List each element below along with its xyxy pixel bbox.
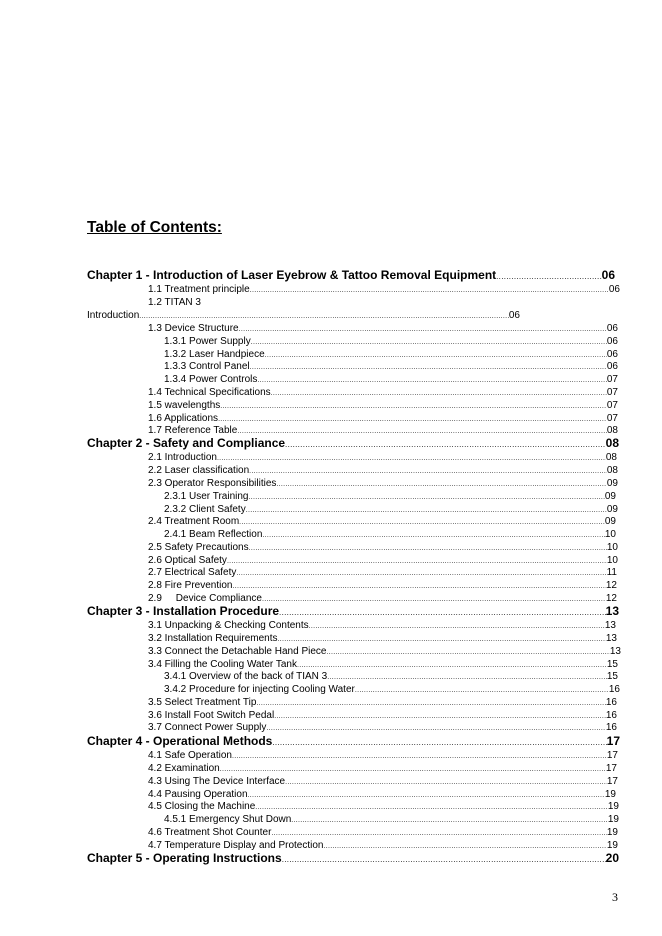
toc-label: 2.2 Laser classification xyxy=(148,465,250,476)
toc-label: Chapter 3 - Installation Procedure xyxy=(87,604,280,618)
toc-label: 3.3 Connect the Detachable Hand Piece xyxy=(148,646,327,657)
dot-leader xyxy=(239,325,607,335)
toc-label: 1.7 Reference Table xyxy=(148,425,238,436)
toc-chapter-3[interactable] xyxy=(87,604,619,619)
dot-leader xyxy=(326,648,609,658)
toc-page-number: 17 xyxy=(606,750,618,761)
toc-entry-3-5[interactable] xyxy=(148,696,617,709)
toc-heading: Table of Contents: xyxy=(87,219,222,236)
toc-page-number: 11 xyxy=(606,567,617,578)
toc-page-number: 17 xyxy=(605,763,617,774)
toc-page-number: 08 xyxy=(605,452,617,463)
toc-label: Chapter 4 - Operational Methods xyxy=(87,734,273,748)
dot-leader xyxy=(256,699,605,709)
toc-label: 3.5 Select Treatment Tip xyxy=(148,697,257,708)
toc-label: 1.5 wavelengths xyxy=(148,400,221,411)
dot-leader xyxy=(355,686,609,696)
toc-page-number: 08 xyxy=(606,425,618,436)
toc-entry-4-3[interactable] xyxy=(148,775,618,788)
toc-label: 1.4 Technical Specifications xyxy=(148,387,271,398)
toc-page-number: 10 xyxy=(606,542,618,553)
toc-label: 2.3.2 Client Safety xyxy=(164,504,246,515)
toc-page-number: 06 xyxy=(608,284,620,295)
toc-page-number: 08 xyxy=(606,465,618,476)
dot-leader xyxy=(291,816,608,826)
toc-entry-2-7[interactable] xyxy=(148,566,617,579)
dot-leader xyxy=(496,271,601,283)
toc-page-number: 06 xyxy=(606,349,618,360)
toc-label: 4.7 Temperature Display and Protection xyxy=(148,840,324,851)
toc-label: Chapter 5 - Operating Instructions xyxy=(87,851,282,865)
dot-leader xyxy=(272,737,606,749)
toc-page-number: 16 xyxy=(605,697,617,708)
toc-page-number: 06 xyxy=(508,310,520,321)
toc-page-number: 19 xyxy=(607,814,619,825)
toc-entry-1-4[interactable] xyxy=(148,386,618,399)
toc-page-number: 19 xyxy=(607,801,619,812)
toc-page-number: 13 xyxy=(605,633,617,644)
dot-leader xyxy=(236,569,606,579)
dot-leader xyxy=(249,493,605,503)
toc-page-number: 13 xyxy=(604,620,616,631)
dot-leader xyxy=(279,607,606,619)
toc-label: 2.5 Safety Precautions xyxy=(148,542,249,553)
toc-label: 4.5 Closing the Machine xyxy=(148,801,256,812)
toc-page-number: 16 xyxy=(605,710,617,721)
dot-leader xyxy=(285,778,607,788)
toc-entry-2-5[interactable] xyxy=(148,541,618,554)
toc-entry-2-4[interactable] xyxy=(148,515,616,528)
toc-label: Chapter 2 - Safety and Compliance xyxy=(87,436,286,450)
toc-entry-1-3-4[interactable] xyxy=(164,373,618,386)
dot-leader xyxy=(327,673,607,683)
page-number: 3 xyxy=(612,890,618,904)
toc-label: 4.3 Using The Device Interface xyxy=(148,776,286,787)
toc-entry-4-5[interactable] xyxy=(148,800,619,813)
toc-entry-1-2-label[interactable]: 1.2 TITAN 3 xyxy=(148,297,201,308)
toc-page-number: 20 xyxy=(605,851,619,865)
toc-label: 2.8 Fire Prevention xyxy=(148,580,233,591)
dot-leader xyxy=(220,402,607,412)
toc-entry-1-5[interactable] xyxy=(148,399,618,412)
toc-entry-2-3[interactable] xyxy=(148,477,618,490)
toc-page-number: 16 xyxy=(608,684,620,695)
toc-entry-2-1[interactable] xyxy=(148,451,617,464)
dot-leader xyxy=(276,480,606,490)
dot-leader xyxy=(262,531,604,541)
dot-leader xyxy=(217,454,606,464)
toc-page-number: 15 xyxy=(606,659,618,670)
dot-leader xyxy=(285,439,606,451)
toc-chapter-5[interactable] xyxy=(87,851,619,866)
toc-entry-4-1[interactable] xyxy=(148,749,618,762)
toc-label: 3.2 Installation Requirements xyxy=(148,633,278,644)
toc-page-number: 07 xyxy=(606,400,618,411)
toc-entry-2-8[interactable] xyxy=(148,579,617,592)
toc-page-number: 07 xyxy=(606,374,618,385)
toc-label: Introduction xyxy=(87,310,140,321)
toc-page-number: 10 xyxy=(606,555,618,566)
toc-entry-4-2[interactable] xyxy=(148,762,617,775)
toc-label: 2.4 Treatment Room xyxy=(148,516,240,527)
dot-leader xyxy=(309,622,605,632)
toc-entry-2-3-1[interactable] xyxy=(164,490,616,503)
toc-label: 1.1 Treatment principle xyxy=(148,284,250,295)
toc-page-number: 06 xyxy=(606,323,618,334)
toc-entry-1-1[interactable] xyxy=(148,283,620,296)
toc-label: 2.9 Device Compliance xyxy=(148,593,262,604)
toc-label: 3.4.2 Procedure for injecting Cooling Water xyxy=(164,684,355,695)
dot-leader xyxy=(249,467,607,477)
toc-label: 2.6 Optical Safety xyxy=(148,555,227,566)
toc-page-number: 09 xyxy=(606,504,618,515)
dot-leader xyxy=(266,724,605,734)
toc-label: 1.6 Applications xyxy=(148,413,219,424)
toc-entry-3-1[interactable] xyxy=(148,619,616,632)
toc-page-number: 17 xyxy=(606,734,620,748)
toc-label: 1.3.1 Power Supply xyxy=(164,336,251,347)
toc-label: 3.6 Install Foot Switch Pedal xyxy=(148,710,275,721)
toc-page-number: 17 xyxy=(606,776,618,787)
toc-label: 3.1 Unpacking & Checking Contents xyxy=(148,620,309,631)
dot-leader xyxy=(233,582,606,592)
toc-entry-1-3[interactable] xyxy=(148,322,618,335)
dot-leader xyxy=(249,544,607,554)
dot-leader xyxy=(250,286,609,296)
toc-entry-3-7[interactable] xyxy=(148,721,617,734)
toc-page-number: 06 xyxy=(606,361,618,372)
toc-page-number: 19 xyxy=(604,789,616,800)
toc-page-number: 12 xyxy=(605,593,617,604)
toc-page-number: 07 xyxy=(606,387,618,398)
toc-label: 3.4.1 Overview of the back of TIAN 3 xyxy=(164,671,328,682)
dot-leader xyxy=(239,518,605,528)
toc-page-number: 07 xyxy=(606,413,618,424)
toc-page-number: 08 xyxy=(605,436,619,450)
dot-leader xyxy=(251,338,607,348)
dot-leader xyxy=(271,829,606,839)
toc-entry-4-5-1[interactable] xyxy=(164,813,619,826)
toc-label: 4.4 Pausing Operation xyxy=(148,789,248,800)
toc-entry-3-2[interactable] xyxy=(148,632,617,645)
toc-page-number: 12 xyxy=(605,580,617,591)
toc-label: 2.7 Electrical Safety xyxy=(148,567,237,578)
toc-page-number: 13 xyxy=(605,604,619,618)
toc-label: 2.1 Introduction xyxy=(148,452,217,463)
toc-chapter-4[interactable] xyxy=(87,734,620,749)
dot-leader xyxy=(255,803,608,813)
toc-page-number: 06 xyxy=(606,336,618,347)
dot-leader xyxy=(139,312,509,322)
toc-entry-4-6[interactable] xyxy=(148,826,618,839)
dot-leader xyxy=(250,363,607,373)
toc-entry-2-4-1[interactable] xyxy=(164,528,616,541)
dot-leader xyxy=(271,389,607,399)
toc-page-number: 16 xyxy=(605,722,617,733)
toc-page-number: 19 xyxy=(606,840,618,851)
toc-label: 2.4.1 Beam Reflection xyxy=(164,529,263,540)
toc-entry-2-2[interactable] xyxy=(148,464,618,477)
dot-leader xyxy=(282,854,606,866)
dot-leader xyxy=(257,376,606,386)
toc-entry-1-3-1[interactable] xyxy=(164,335,618,348)
toc-label: Chapter 1 - Introduction of Laser Eyebrow & Tattoo Removal Equipment xyxy=(87,268,497,282)
dot-leader xyxy=(232,752,607,762)
dot-leader xyxy=(278,635,606,645)
toc-label: 2.3.1 User Training xyxy=(164,491,249,502)
toc-entry-3-4-2[interactable] xyxy=(164,683,620,696)
toc-page-number: 13 xyxy=(609,646,621,657)
toc-label: 3.7 Connect Power Supply xyxy=(148,722,267,733)
toc-page-number: 09 xyxy=(606,478,618,489)
toc-label: 4.6 Treatment Shot Counter xyxy=(148,827,272,838)
toc-label: 4.5.1 Emergency Shut Down xyxy=(164,814,292,825)
toc-page-number: 19 xyxy=(606,827,618,838)
toc-page-number: 10 xyxy=(604,529,616,540)
toc-entry-3-4-1[interactable] xyxy=(164,670,618,683)
toc-page-number: 15 xyxy=(606,671,618,682)
toc-entry-1-3-3[interactable] xyxy=(164,360,618,373)
toc-page-number: 09 xyxy=(604,491,616,502)
toc-label: 4.2 Examination xyxy=(148,763,220,774)
toc-label: 4.1 Safe Operation xyxy=(148,750,232,761)
toc-chapter-1[interactable] xyxy=(87,268,615,283)
toc-label: 1.3 Device Structure xyxy=(148,323,239,334)
toc-page-number: 09 xyxy=(604,516,616,527)
toc-label: 2.3 Operator Responsibilities xyxy=(148,478,277,489)
toc-label: 1.3.2 Laser Handpiece xyxy=(164,349,265,360)
toc-chapter-2[interactable] xyxy=(87,436,619,451)
toc-entry-3-3[interactable] xyxy=(148,645,621,658)
toc-label: 3.4 Filling the Cooling Water Tank xyxy=(148,659,297,670)
dot-leader xyxy=(220,765,606,775)
toc-label: 1.3.4 Power Controls xyxy=(164,374,258,385)
toc-page-number: 06 xyxy=(601,268,615,282)
toc-label: 1.3.3 Control Panel xyxy=(164,361,250,372)
toc-entry-1-2-continued[interactable] xyxy=(87,309,520,322)
